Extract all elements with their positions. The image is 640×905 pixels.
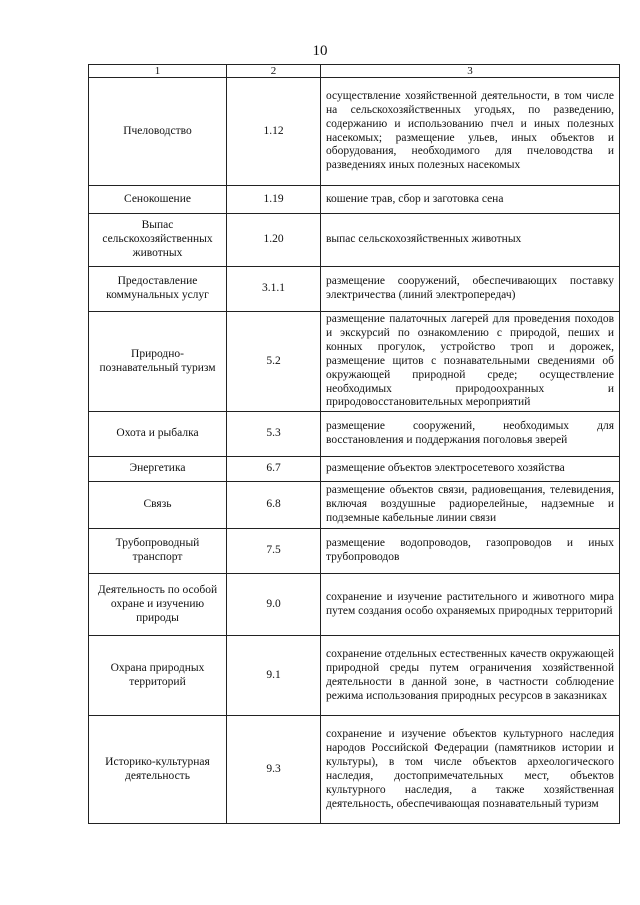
use-name: Предоставление коммунальных услуг (89, 267, 227, 312)
table-row (89, 574, 620, 636)
use-description: осуществление хозяйственной деятельности, в том числе на сельскохозяйственных угодьях, по разведению, содержанию и использованию пчел и иных полезных насекомых; размещение ульев, иных объектов и оборудования, необходимого для пчеловодства и разведениях иных полезных насекомых (321, 78, 620, 186)
use-name: Энергетика (89, 457, 227, 482)
table-row (89, 529, 620, 574)
use-code: 9.3 (227, 716, 321, 824)
use-name: Охота и рыбалка (89, 412, 227, 457)
use-code: 1.20 (227, 214, 321, 267)
table-row (89, 186, 620, 214)
use-code: 7.5 (227, 529, 321, 574)
use-description: размещение водопроводов, газопроводов и иных трубопроводов (321, 529, 620, 574)
table-row (89, 716, 620, 824)
header-cell-1: 1 (89, 65, 227, 78)
land-use-table (88, 64, 620, 824)
use-description: выпас сельскохозяйственных животных (321, 214, 620, 267)
table-row (89, 267, 620, 312)
table-row (89, 636, 620, 716)
table-header-row (89, 65, 620, 78)
table-row (89, 482, 620, 529)
use-name: Связь (89, 482, 227, 529)
table-row (89, 312, 620, 412)
use-description: размещение сооружений, необходимых для восстановления и поддержания поголовья зверей (321, 412, 620, 457)
use-code: 6.8 (227, 482, 321, 529)
use-description: размещение сооружений, обеспечивающих поставку электричества (линий электропередач) (321, 267, 620, 312)
use-description: сохранение и изучение объектов культурного наследия народов Российской Федерации (памятников истории и культуры), в том числе объектов археологического наследия, достопримечательных мест, объектов культурного наследия, а также хозяйственная деятельность, обеспечивающая познавательный туризм (321, 716, 620, 824)
header-cell-2: 2 (227, 65, 321, 78)
use-name: Деятельность по особой охране и изучению природы (89, 574, 227, 636)
use-description: размещение объектов электросетевого хозяйства (321, 457, 620, 482)
use-code: 1.12 (227, 78, 321, 186)
page-number: 10 (312, 43, 328, 59)
use-description: сохранение отдельных естественных качеств окружающей природной среды путем ограничения хозяйственной деятельности в данной зоне, в частности соблюдение режима использования природных ресурсов в заказниках (321, 636, 620, 716)
table-row (89, 457, 620, 482)
use-name: Историко-культурная деятельность (89, 716, 227, 824)
use-code: 5.2 (227, 312, 321, 412)
table-row (89, 78, 620, 186)
use-code: 9.1 (227, 636, 321, 716)
use-name: Сенокошение (89, 186, 227, 214)
use-description: кошение трав, сбор и заготовка сена (321, 186, 620, 214)
use-code: 3.1.1 (227, 267, 321, 312)
use-name: Пчеловодство (89, 78, 227, 186)
use-code: 9.0 (227, 574, 321, 636)
use-code: 5.3 (227, 412, 321, 457)
table-row (89, 412, 620, 457)
use-description: размещение палаточных лагерей для проведения походов и экскурсий по ознакомлению с природой, пеших и конных прогулок, устройство троп и дорожек, размещение щитов с познавательными сведениями об окружающей природной среде; осуществление необходимых природоохранных и природовосстановительных мероприятий (321, 312, 620, 412)
header-cell-3: 3 (321, 65, 620, 78)
use-description: размещение объектов связи, радиовещания, телевидения, включая воздушные радиорелейные, надземные и подземные кабельные линии связи (321, 482, 620, 529)
use-code: 1.19 (227, 186, 321, 214)
use-name: Трубопроводный транспорт (89, 529, 227, 574)
use-name: Выпас сельскохозяйственных животных (89, 214, 227, 267)
use-name: Охрана природных территорий (89, 636, 227, 716)
use-code: 6.7 (227, 457, 321, 482)
use-description: сохранение и изучение растительного и животного мира путем создания особо охраняемых природных территорий (321, 574, 620, 636)
table-row (89, 214, 620, 267)
use-name: Природно-познавательный туризм (89, 312, 227, 412)
